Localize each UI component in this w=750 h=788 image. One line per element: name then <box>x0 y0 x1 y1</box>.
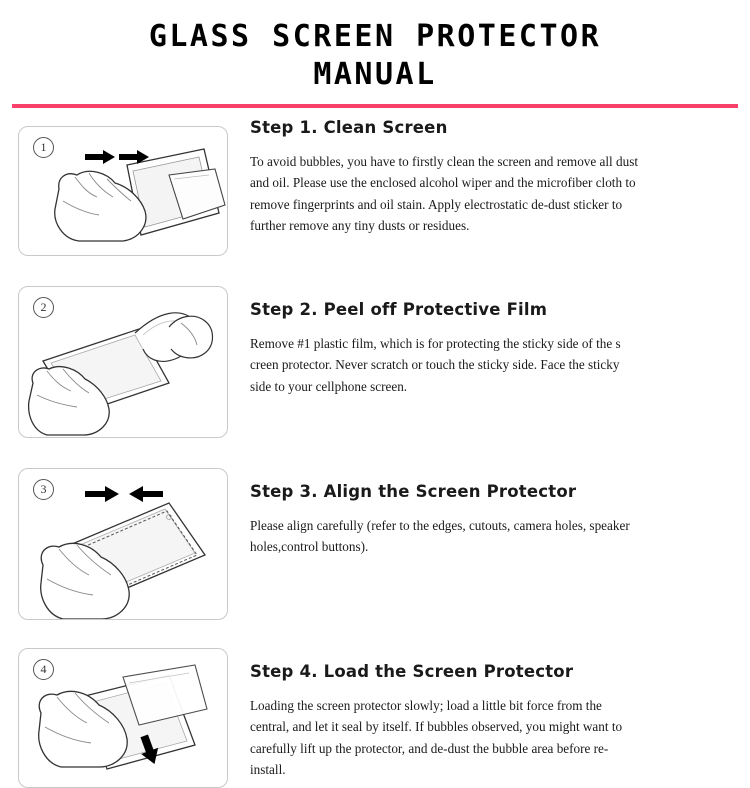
steps-list <box>0 108 750 788</box>
step-1-body: To avoid bubbles, you have to firstly clean the screen and remove all dust and oil. Please use the enclosed alcohol wiper and the microfiber cloth to remove fingerprints and oil stain. Apply electrostatic de-dust sticker to further remove any tiny dusts or residues. <box>250 153 638 233</box>
step-4-text <box>228 640 734 781</box>
step-item <box>0 278 750 438</box>
step-item <box>0 118 750 256</box>
step-item <box>0 460 750 620</box>
step-4-body: Loading the screen protector slowly; load a little bit force from the central, and let it seal by itself. If bubbles observed, you might want to carefully lift up the protector, and de-dust the bubble area before re-install. <box>250 697 623 777</box>
page-title-line-2: MANUAL <box>313 57 437 93</box>
step-4-heading: Step 4. Load the Screen Protector <box>250 661 574 681</box>
step-2-heading: Step 2. Peel off Protective Film <box>250 299 548 319</box>
step-1-text <box>228 118 734 237</box>
step-2-text <box>228 278 734 397</box>
step-3-number-badge: 3 <box>33 479 54 500</box>
step-1-illustration <box>18 126 228 256</box>
step-1-number-badge: 1 <box>33 137 54 158</box>
step-3-body: Please align carefully (refer to the edges, cutouts, camera holes, speaker holes,control buttons). <box>250 517 630 555</box>
step-4-number-badge: 4 <box>33 659 54 680</box>
step-4-illustration <box>18 648 228 788</box>
page-title-line-1: GLASS SCREEN PROTECTOR <box>148 19 602 54</box>
step-1-heading: Step 1. Clean Screen <box>250 117 448 137</box>
step-3-illustration <box>18 468 228 620</box>
step-2-body: Remove #1 plastic film, which is for protecting the sticky side of the s creen protector. Never scratch or touch the sticky side. Face the sticky side to your cellphone screen. <box>250 335 621 394</box>
step-2-number-badge: 2 <box>33 297 54 318</box>
step-2-illustration <box>18 286 228 438</box>
step-item <box>0 640 750 788</box>
step-3-text <box>228 460 734 558</box>
step-3-heading: Step 3. Align the Screen Protector <box>250 481 577 501</box>
document-title-block <box>0 0 750 108</box>
